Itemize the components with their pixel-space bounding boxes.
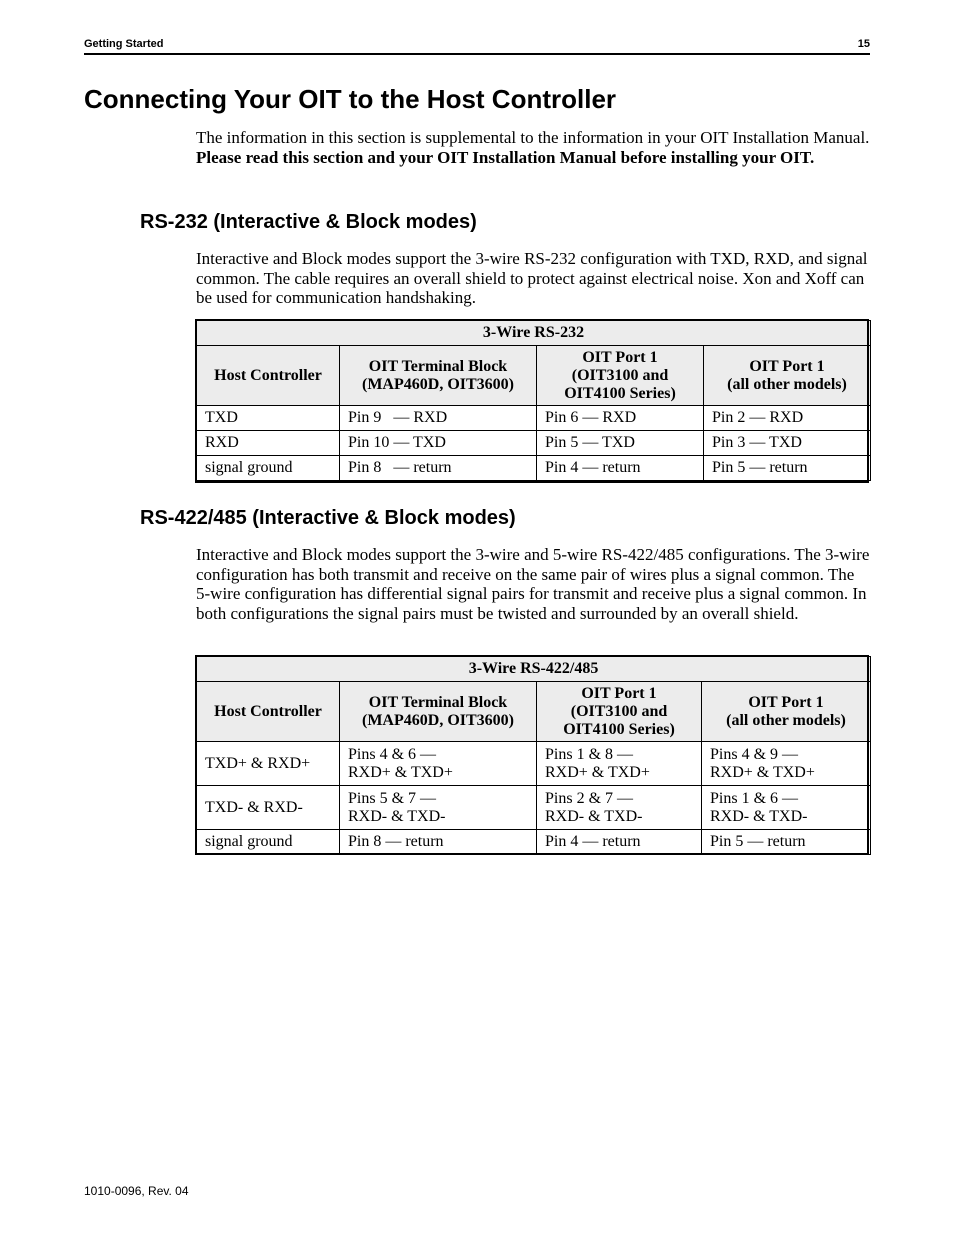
footer-doc-number: 1010-0096, Rev. 04 [84,1184,189,1198]
table-cell: TXD [197,406,340,431]
table-cell: Pin 2 — RXD [704,406,871,431]
rs232-paragraph: Interactive and Block modes support the 3-wire RS-232 configuration with TXD, RXD, and signal common. The cable requires an overall shield to protect against electrical noise. Xon and Xoff can be used for communication handshaking. [196,249,868,308]
table-cell: Pins 1 & 8 — RXD+ & TXD+ [537,742,702,786]
table-cell: Pins 1 & 6 — RXD- & TXD- [702,786,871,830]
table-cell: TXD- & RXD- [197,786,340,830]
intro-bold-text: Please read this section and your OIT Installation Manual before installing your OIT. [196,147,815,167]
header-section-title: Getting Started [84,38,164,50]
table-cell: Pin 8 — return [340,456,537,481]
header-page-number: 15 [857,38,870,50]
column-header-host-controller: Host Controller [197,346,340,406]
column-header-oit-terminal-block: OIT Terminal Block (MAP460D, OIT3600) [340,346,537,406]
table-cell: Pins 4 & 9 — RXD+ & TXD+ [702,742,871,786]
column-header-oit-port1-oit3100: OIT Port 1 (OIT3100 and OIT4100 Series) [537,346,704,406]
intro-text: The information in this section is supplemental to the information in your OIT Installation Manual. [196,128,870,147]
table-cell: Pin 10 — TXD [340,431,537,456]
rs422-paragraph: Interactive and Block modes support the 3-wire and 5-wire RS-422/485 configurations. The 3-wire configuration has both transmit and receive on the same pair of wires plus a signal common. The 5-wire configuration has differential signal pairs for transmit and receive plus a signal common. In both configurations the signal pairs must be twisted and surrounded by an overall shield. [196,545,870,623]
table-cell: Pin 4 — return [537,456,704,481]
table-cell: Pins 4 & 6 — RXD+ & TXD+ [340,742,537,786]
table-cell: Pins 2 & 7 — RXD- & TXD- [537,786,702,830]
rs232-heading: RS-232 (Interactive & Block modes) [140,211,477,233]
table-row [197,431,871,456]
rs422-heading: RS-422/485 (Interactive & Block modes) [140,507,516,529]
table-row [197,830,871,855]
table-cell: Pin 4 — return [537,830,702,855]
column-header-host-controller: Host Controller [197,682,340,742]
table-cell: Pin 6 — RXD [537,406,704,431]
table-cell: Pin 5 — return [702,830,871,855]
table-cell: Pins 5 & 7 — RXD- & TXD- [340,786,537,830]
table-row [197,786,871,830]
table-row [197,406,871,431]
column-header-oit-port1-other: OIT Port 1 (all other models) [702,682,871,742]
rs232-table-title: 3-Wire RS-232 [197,321,871,346]
page-title: Connecting Your OIT to the Host Controller [84,84,617,114]
intro-paragraph [196,128,871,167]
table-cell: RXD [197,431,340,456]
rs232-table [196,320,871,481]
column-header-oit-terminal-block: OIT Terminal Block (MAP460D, OIT3600) [340,682,537,742]
table-cell: Pin 8 — return [340,830,537,855]
table-cell: Pin 9 — RXD [340,406,537,431]
table-cell: signal ground [197,456,340,481]
table-row [197,456,871,481]
table-cell: signal ground [197,830,340,855]
table-row [197,742,871,786]
page-header [84,37,870,55]
table-cell: Pin 5 — TXD [537,431,704,456]
table-cell: TXD+ & RXD+ [197,742,340,786]
rs422-table [196,656,871,855]
column-header-oit-port1-other: OIT Port 1 (all other models) [704,346,871,406]
table-cell: Pin 5 — return [704,456,871,481]
column-header-oit-port1-oit3100: OIT Port 1 (OIT3100 and OIT4100 Series) [537,682,702,742]
table-cell: Pin 3 — TXD [704,431,871,456]
rs422-table-title: 3-Wire RS-422/485 [197,657,871,682]
